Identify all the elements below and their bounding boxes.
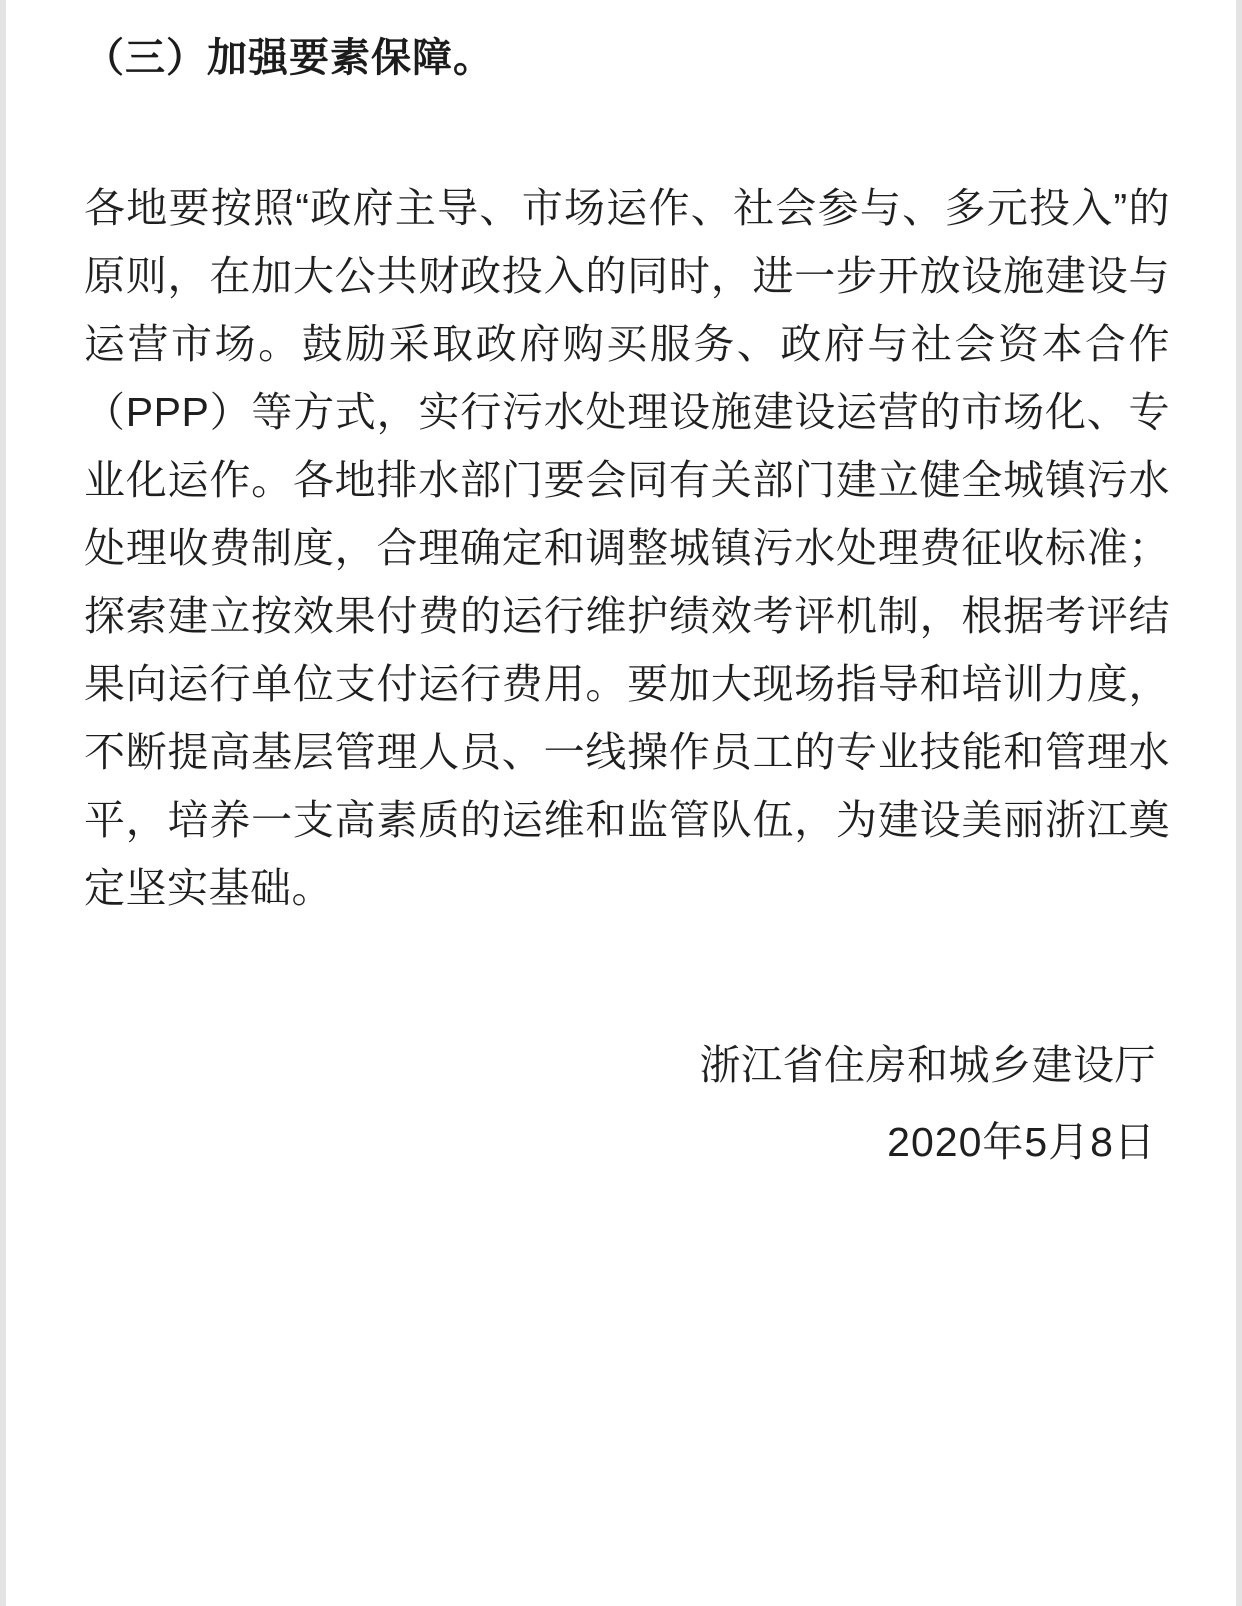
- signature-issuer: 浙江省住房和城乡建设厅: [699, 1041, 1156, 1088]
- signature-block: [84, 1033, 1170, 1176]
- document-content: [6, 0, 1236, 1176]
- signature-date: 2020年5月8日: [887, 1119, 1156, 1166]
- body-paragraph: 各地要按照“政府主导、市场运作、社会参与、多元投入”的原则，在加大公共财政投入的同时，进一步开放设施建设与运营市场。鼓励采取政府购买服务、政府与社会资本合作（PPP）等方式，实行污水处理设施建设运营的市场化、专业化运作。各地排水部门要会同有关部门建立健全城镇污水处理收费制度，合理确定和调整城镇污水处理费征收标准；探索建立按效果付费的运行维护绩效考评机制，根据考评结果向运行单位支付运行费用。要加大现场指导和培训力度，不断提高基层管理人员、一线操作员工的专业技能和管理水平，培养一支高素质的运维和监管队伍，为建设美丽浙江奠定坚实基础。: [84, 185, 1170, 912]
- section-heading: （三）加强要素保障。: [84, 36, 494, 80]
